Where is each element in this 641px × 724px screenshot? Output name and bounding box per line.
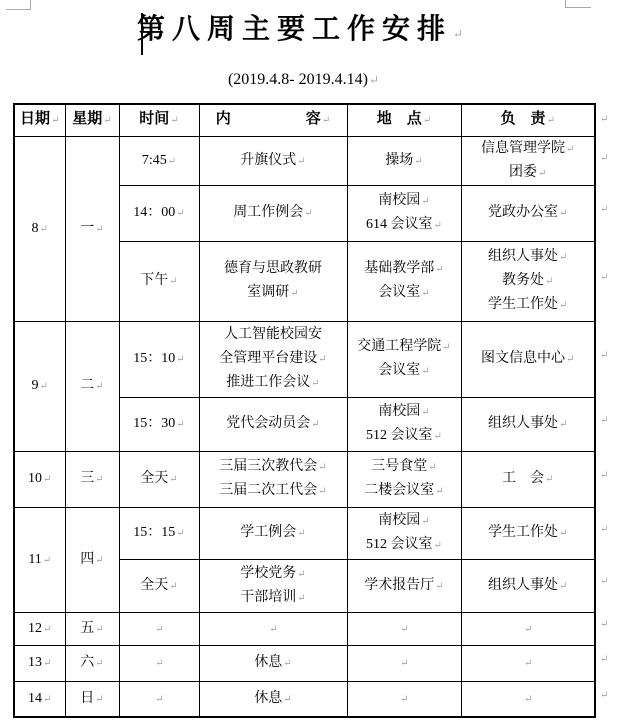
row-end-mark-icon	[600, 503, 614, 555]
col-header-location	[347, 104, 461, 136]
text-line	[348, 651, 461, 675]
text-line: 团委 ↵	[462, 161, 595, 185]
cell-time[interactable]	[119, 645, 199, 681]
cell-time[interactable]	[119, 507, 199, 559]
text-line: 工 会 ↵	[462, 467, 595, 491]
row-end-mark-icon	[600, 103, 614, 135]
header-text: 时间 ↵	[139, 111, 178, 127]
text-line: 干部培训 ↵	[200, 586, 347, 610]
row-end-mark-icon	[600, 555, 614, 608]
cell-location[interactable]	[347, 612, 461, 645]
text-line: 德育与思政教研	[224, 261, 322, 276]
table-row	[14, 136, 595, 185]
text-line	[462, 687, 595, 711]
text-line: 组织人事处 ↵	[462, 574, 595, 598]
text-line: 学生工作处 ↵	[462, 293, 595, 317]
cell-weekday[interactable]	[65, 645, 119, 681]
text-line: 15：10 ↵	[120, 347, 199, 371]
text-line	[200, 617, 347, 641]
row-end-mark-icon	[600, 237, 614, 317]
header-text: 负 责 ↵	[501, 111, 555, 127]
cell-time[interactable]	[119, 241, 199, 321]
text-line	[348, 617, 461, 641]
cell-content[interactable]	[199, 451, 347, 507]
col-header-responsible	[461, 104, 595, 136]
col-header-content	[199, 104, 347, 136]
cell-location[interactable]	[347, 451, 461, 507]
cell-responsible[interactable]	[461, 681, 595, 717]
row-end-mark-icon	[600, 317, 614, 393]
text-line: 信息管理学院 ↵	[462, 137, 595, 161]
cell-location[interactable]	[347, 241, 461, 321]
cell-responsible[interactable]	[461, 241, 595, 321]
text-line	[120, 617, 199, 641]
table-row	[14, 645, 595, 681]
text-line: 全管理平台建设 ↵	[200, 347, 347, 371]
col-header-date	[14, 104, 65, 136]
cell-date[interactable]	[14, 612, 65, 645]
text-line: 南校园 ↵	[348, 189, 461, 213]
text-line: 图文信息中心 ↵	[462, 347, 595, 371]
cell-weekday[interactable]	[65, 612, 119, 645]
cell-responsible[interactable]	[461, 185, 595, 241]
cell-weekday[interactable]	[65, 507, 119, 612]
cell-content[interactable]	[199, 136, 347, 185]
text-line: 13 ↵	[15, 651, 65, 675]
text-line: 推进工作会议 ↵	[200, 371, 347, 395]
cell-content[interactable]	[199, 241, 347, 321]
row-end-mark-icon	[600, 393, 614, 447]
header-text: 地 点 ↵	[377, 111, 431, 127]
cell-responsible[interactable]	[461, 451, 595, 507]
cell-time[interactable]	[119, 681, 199, 717]
cell-location[interactable]	[347, 507, 461, 559]
text-line: 全天 ↵	[120, 574, 199, 598]
cell-content[interactable]	[199, 645, 347, 681]
text-line: 全天 ↵	[120, 467, 199, 491]
cell-time[interactable]	[119, 397, 199, 451]
text-line: 下午 ↵	[120, 269, 199, 293]
text-line: 三届二次工代会 ↵	[200, 479, 347, 503]
cell-responsible[interactable]	[461, 397, 595, 451]
cell-responsible[interactable]	[461, 136, 595, 185]
text-line: 512 会议室 ↵	[348, 533, 461, 557]
text-line: 三 ↵	[66, 467, 119, 491]
text-line: 周工作例会 ↵	[200, 201, 347, 225]
text-line: 三号食堂 ↵	[348, 455, 461, 479]
header-text: 星期 ↵	[72, 111, 111, 127]
text-line: 学校党务 ↵	[200, 562, 347, 586]
header-text: 日期 ↵	[20, 111, 59, 127]
row-end-mark-icon	[600, 641, 614, 677]
cell-location[interactable]	[347, 681, 461, 717]
header-text: 内 容 ↵	[216, 111, 330, 127]
cell-location[interactable]	[347, 645, 461, 681]
cell-weekday[interactable]	[65, 681, 119, 717]
text-line: 组织人事处 ↵	[462, 412, 595, 436]
cell-date[interactable]	[14, 645, 65, 681]
cell-content[interactable]	[199, 559, 347, 612]
cell-responsible[interactable]	[461, 645, 595, 681]
cell-time[interactable]	[119, 321, 199, 397]
text-line: 14 ↵	[15, 687, 65, 711]
cell-time[interactable]	[119, 451, 199, 507]
text-line: 学生工作处 ↵	[462, 521, 595, 545]
cell-location[interactable]	[347, 185, 461, 241]
cell-date[interactable]	[14, 681, 65, 717]
text-line: 二 ↵	[66, 374, 119, 398]
cell-location[interactable]	[347, 136, 461, 185]
cell-date[interactable]	[14, 136, 65, 321]
date-range-text: (2019.4.8- 2019.4.14) ↵	[228, 71, 379, 88]
date-range[interactable]	[13, 68, 594, 92]
text-line: 三届三次教代会 ↵	[200, 455, 347, 479]
row-end-mark-icon	[600, 608, 614, 641]
cell-weekday[interactable]	[65, 321, 119, 451]
text-line: 操场 ↵	[348, 149, 461, 173]
cell-time[interactable]	[119, 136, 199, 185]
text-line: 休息 ↵	[200, 687, 347, 711]
text-line: 会议室 ↵	[348, 281, 461, 305]
text-line	[120, 687, 199, 711]
cell-weekday[interactable]	[65, 136, 119, 321]
row-end-mark-icon	[600, 135, 614, 181]
cell-location[interactable]	[347, 559, 461, 612]
table-row	[14, 681, 595, 717]
text-line	[348, 687, 461, 711]
text-line: 12 ↵	[15, 617, 65, 641]
text-line: 六 ↵	[66, 651, 119, 675]
cell-date[interactable]	[14, 507, 65, 612]
cell-time[interactable]	[119, 185, 199, 241]
cell-date[interactable]	[14, 451, 65, 507]
text-line: 二楼会议室 ↵	[348, 479, 461, 503]
text-line: 9 ↵	[15, 374, 65, 398]
row-end-mark-icon	[600, 181, 614, 237]
text-line: 南校园 ↵	[348, 509, 461, 533]
text-line: 10 ↵	[15, 467, 65, 491]
cell-content[interactable]	[199, 321, 347, 397]
cell-time[interactable]	[119, 559, 199, 612]
text-line: 日 ↵	[66, 687, 119, 711]
text-line: 614 会议室 ↵	[348, 213, 461, 237]
text-line: 学术报告厅 ↵	[348, 574, 461, 598]
cell-content[interactable]	[199, 507, 347, 559]
cell-responsible[interactable]	[461, 612, 595, 645]
text-line: 人工智能校园安	[224, 327, 322, 342]
text-line: 室调研 ↵	[200, 281, 347, 305]
row-end-marks	[600, 103, 614, 713]
cell-responsible[interactable]	[461, 559, 595, 612]
text-line: 15：15 ↵	[120, 521, 199, 545]
page-title[interactable]	[13, 8, 594, 52]
text-line: 休息 ↵	[200, 651, 347, 675]
table-row	[14, 612, 595, 645]
text-line: 组织人事处 ↵	[462, 245, 595, 269]
text-line: 会议室 ↵	[348, 359, 461, 383]
table-row	[14, 321, 595, 397]
title-text: 第八周主要工作安排 ↵	[137, 14, 470, 45]
text-line: 512 会议室 ↵	[348, 424, 461, 448]
row-end-mark-icon	[600, 677, 614, 713]
cell-weekday[interactable]	[65, 451, 119, 507]
text-line: 15：30 ↵	[120, 412, 199, 436]
row-end-mark-icon	[600, 447, 614, 503]
text-line: 11 ↵	[15, 548, 65, 572]
cell-content[interactable]	[199, 681, 347, 717]
text-line: 南校园 ↵	[348, 400, 461, 424]
text-line: 14：00 ↵	[120, 201, 199, 225]
text-line: 四 ↵	[66, 548, 119, 572]
cell-content[interactable]	[199, 397, 347, 451]
text-line: 升旗仪式 ↵	[200, 149, 347, 173]
schedule-table	[13, 103, 596, 718]
text-line: 党代会动员会 ↵	[200, 412, 347, 436]
text-line	[120, 651, 199, 675]
cell-location[interactable]	[347, 321, 461, 397]
cell-responsible[interactable]	[461, 507, 595, 559]
text-line: 五 ↵	[66, 617, 119, 641]
text-line: 基础教学部 ↵	[348, 257, 461, 281]
col-header-weekday	[65, 104, 119, 136]
text-line: 8 ↵	[15, 217, 65, 241]
text-line	[462, 617, 595, 641]
text-line: 学工例会 ↵	[200, 521, 347, 545]
text-line: 交通工程学院 ↵	[348, 335, 461, 359]
cell-date[interactable]	[14, 321, 65, 451]
text-line: 教务处 ↵	[462, 269, 595, 293]
table-row	[14, 507, 595, 559]
cell-responsible[interactable]	[461, 321, 595, 397]
text-line: 7:45 ↵	[120, 149, 199, 173]
text-line	[462, 651, 595, 675]
text-line: 党政办公室 ↵	[462, 201, 595, 225]
cell-time[interactable]	[119, 612, 199, 645]
col-header-time	[119, 104, 199, 136]
cell-content[interactable]	[199, 612, 347, 645]
cell-location[interactable]	[347, 397, 461, 451]
table-row	[14, 451, 595, 507]
text-line: 一 ↵	[66, 217, 119, 241]
header-row	[14, 104, 595, 136]
cell-content[interactable]	[199, 185, 347, 241]
